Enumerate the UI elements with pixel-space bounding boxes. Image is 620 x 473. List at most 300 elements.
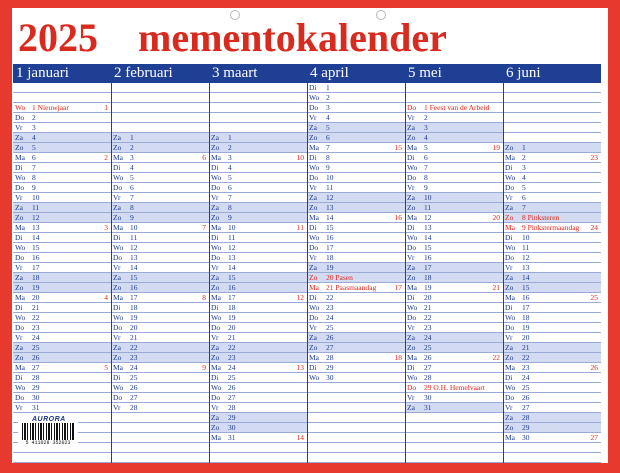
weekday-label: Di bbox=[505, 373, 513, 382]
day-number: 26 bbox=[522, 393, 530, 402]
day-row bbox=[111, 283, 209, 293]
day-number: 31 bbox=[32, 403, 40, 412]
weekday-label: Ma bbox=[211, 363, 221, 372]
weekday-label: Vr bbox=[505, 193, 513, 202]
day-row bbox=[405, 163, 503, 173]
day-number: 14 bbox=[228, 263, 236, 272]
day-row bbox=[405, 323, 503, 333]
empty-row bbox=[209, 443, 307, 453]
day-number: 6 bbox=[326, 133, 330, 142]
day-number: 25 bbox=[326, 323, 334, 332]
day-row bbox=[503, 423, 601, 433]
day-number-holiday: 20 Pasen bbox=[326, 273, 353, 282]
day-row bbox=[111, 223, 209, 233]
day-row bbox=[307, 353, 405, 363]
day-row bbox=[307, 103, 405, 113]
week-number: 4 bbox=[104, 293, 108, 302]
column-divider bbox=[503, 83, 504, 463]
day-row bbox=[111, 293, 209, 303]
weekday-label: Za bbox=[407, 333, 415, 342]
weekday-label: Di bbox=[309, 223, 317, 232]
week-number: 23 bbox=[590, 153, 598, 162]
weekday-label: Za bbox=[113, 133, 121, 142]
column-divider bbox=[405, 83, 406, 463]
empty-row bbox=[307, 383, 405, 393]
weekday-label: Vr bbox=[407, 113, 415, 122]
day-number: 30 bbox=[424, 393, 432, 402]
weekday-label: Zo bbox=[505, 353, 514, 362]
weekday-label: Zo bbox=[407, 273, 416, 282]
barcode bbox=[18, 422, 78, 448]
weekday-label: Di bbox=[211, 163, 219, 172]
day-row bbox=[13, 273, 111, 283]
empty-row bbox=[209, 103, 307, 113]
weekday-label: Za bbox=[407, 123, 415, 132]
day-number: 25 bbox=[522, 383, 530, 392]
day-number-holiday: 9 Pinkstermaandag bbox=[522, 223, 580, 232]
day-row bbox=[503, 153, 601, 163]
weekday-label: Ma bbox=[15, 293, 25, 302]
day-number-holiday: 29 O.H. Hemelvaart bbox=[424, 383, 485, 392]
day-number: 26 bbox=[32, 353, 40, 362]
day-row bbox=[209, 223, 307, 233]
day-number: 8 bbox=[326, 153, 330, 162]
weekday-label: Zo bbox=[211, 213, 220, 222]
day-number: 19 bbox=[326, 263, 334, 272]
weekday-label: Zo bbox=[113, 143, 122, 152]
empty-row bbox=[111, 103, 209, 113]
day-number: 18 bbox=[424, 273, 432, 282]
day-row bbox=[209, 403, 307, 413]
weekday-label: Di bbox=[309, 153, 317, 162]
day-number: 28 bbox=[424, 373, 432, 382]
day-row bbox=[307, 203, 405, 213]
weekday-label: Do bbox=[309, 173, 319, 182]
weekday-label: Vr bbox=[505, 403, 513, 412]
weekday-label: Zo bbox=[309, 133, 318, 142]
weekday-label: Di bbox=[407, 363, 415, 372]
weekday-label: Ma bbox=[309, 353, 319, 362]
day-row bbox=[13, 203, 111, 213]
week-number: 8 bbox=[202, 293, 206, 302]
weekday-label: Wo bbox=[505, 243, 516, 252]
weekday-label: Vr bbox=[505, 263, 513, 272]
day-row bbox=[209, 303, 307, 313]
day-number: 15 bbox=[130, 273, 138, 282]
day-number: 7 bbox=[326, 143, 330, 152]
day-number: 3 bbox=[32, 123, 36, 132]
weekday-label: Za bbox=[505, 203, 513, 212]
day-number: 25 bbox=[130, 373, 138, 382]
day-number: 18 bbox=[130, 303, 138, 312]
day-row bbox=[13, 323, 111, 333]
day-number: 22 bbox=[130, 343, 138, 352]
weekday-label: Ma bbox=[211, 223, 221, 232]
day-number: 16 bbox=[424, 253, 432, 262]
day-number: 13 bbox=[424, 223, 432, 232]
weekday-label: Wo bbox=[113, 173, 124, 182]
weekday-label: Za bbox=[15, 133, 23, 142]
day-number: 14 bbox=[130, 263, 138, 272]
day-row bbox=[405, 403, 503, 413]
day-row bbox=[111, 343, 209, 353]
weekday-label: Wo bbox=[211, 243, 222, 252]
day-number: 3 bbox=[326, 103, 330, 112]
day-number: 6 bbox=[424, 153, 428, 162]
day-row bbox=[111, 213, 209, 223]
weekday-label: Ma bbox=[113, 223, 123, 232]
day-row bbox=[405, 373, 503, 383]
empty-row bbox=[405, 443, 503, 453]
weekday-label: Do bbox=[309, 103, 319, 112]
day-row bbox=[209, 273, 307, 283]
week-number: 18 bbox=[394, 353, 402, 362]
weekday-label: Za bbox=[407, 403, 415, 412]
day-row bbox=[307, 313, 405, 323]
day-number: 30 bbox=[228, 423, 236, 432]
day-row bbox=[209, 313, 307, 323]
week-number: 10 bbox=[296, 153, 304, 162]
day-row bbox=[13, 353, 111, 363]
weekday-label: Wo bbox=[309, 373, 320, 382]
day-row bbox=[209, 243, 307, 253]
day-row bbox=[13, 123, 111, 133]
weekday-label: Zo bbox=[407, 343, 416, 352]
weekday-label: Vr bbox=[505, 333, 513, 342]
day-row bbox=[13, 343, 111, 353]
weekday-label: Do bbox=[309, 313, 319, 322]
day-number: 5 bbox=[326, 123, 330, 132]
column-divider bbox=[111, 83, 112, 463]
day-row bbox=[111, 163, 209, 173]
day-row bbox=[209, 343, 307, 353]
day-number: 14 bbox=[326, 213, 334, 222]
day-row bbox=[307, 373, 405, 383]
empty-row bbox=[111, 113, 209, 123]
day-number: 7 bbox=[522, 203, 526, 212]
weekday-label: Ma bbox=[113, 363, 123, 372]
day-row bbox=[111, 383, 209, 393]
day-row bbox=[209, 173, 307, 183]
day-number: 19 bbox=[424, 283, 432, 292]
day-number: 10 bbox=[522, 233, 530, 242]
empty-row bbox=[503, 123, 601, 133]
week-number: 17 bbox=[394, 283, 402, 292]
day-row bbox=[503, 363, 601, 373]
empty-row bbox=[307, 423, 405, 433]
weekday-label: Zo bbox=[211, 353, 220, 362]
empty-row bbox=[111, 433, 209, 443]
empty-row bbox=[307, 443, 405, 453]
weekday-label: Ma bbox=[505, 293, 515, 302]
weekday-label: Za bbox=[211, 413, 219, 422]
day-row bbox=[503, 403, 601, 413]
day-number: 24 bbox=[32, 333, 40, 342]
weekday-label: Vr bbox=[309, 183, 317, 192]
day-number: 31 bbox=[424, 403, 432, 412]
week-number: 9 bbox=[202, 363, 206, 372]
month-header: 4 april bbox=[307, 64, 405, 83]
weekday-label: Za bbox=[407, 193, 415, 202]
day-number: 7 bbox=[424, 163, 428, 172]
day-row bbox=[503, 263, 601, 273]
day-number: 25 bbox=[228, 373, 236, 382]
month-header: 1 januari bbox=[13, 64, 111, 83]
weekday-label: Ma bbox=[211, 293, 221, 302]
day-row bbox=[209, 163, 307, 173]
day-number: 29 bbox=[326, 363, 334, 372]
week-number: 19 bbox=[492, 143, 500, 152]
weekday-label: Vr bbox=[211, 263, 219, 272]
week-number: 12 bbox=[296, 293, 304, 302]
day-number: 24 bbox=[130, 363, 138, 372]
day-number: 8 bbox=[424, 173, 428, 182]
weekday-label: Ma bbox=[505, 433, 515, 442]
day-number: 7 bbox=[32, 163, 36, 172]
day-row bbox=[405, 183, 503, 193]
day-number: 23 bbox=[326, 303, 334, 312]
day-number: 12 bbox=[424, 213, 432, 222]
day-row bbox=[503, 163, 601, 173]
day-row bbox=[405, 233, 503, 243]
day-number: 7 bbox=[130, 193, 134, 202]
day-number: 13 bbox=[522, 263, 530, 272]
day-row bbox=[209, 383, 307, 393]
day-row bbox=[307, 213, 405, 223]
weekday-label: Do bbox=[15, 323, 25, 332]
week-number: 15 bbox=[394, 143, 402, 152]
week-number: 27 bbox=[590, 433, 598, 442]
weekday-label: Za bbox=[113, 343, 121, 352]
day-row bbox=[405, 283, 503, 293]
day-number: 10 bbox=[228, 223, 236, 232]
day-number: 9 bbox=[32, 183, 36, 192]
day-row bbox=[307, 143, 405, 153]
day-row bbox=[13, 303, 111, 313]
weekday-label: Do bbox=[113, 183, 123, 192]
weekday-label: Zo bbox=[505, 283, 514, 292]
day-number: 17 bbox=[228, 293, 236, 302]
day-row bbox=[503, 393, 601, 403]
day-number: 17 bbox=[424, 263, 432, 272]
day-row bbox=[503, 413, 601, 423]
month-header: 5 mei bbox=[405, 64, 503, 83]
day-row bbox=[209, 193, 307, 203]
weekday-label: Zo bbox=[505, 213, 514, 222]
empty-row bbox=[307, 393, 405, 403]
weekday-label: Wo bbox=[309, 233, 320, 242]
weekday-label: Wo bbox=[407, 373, 418, 382]
day-row bbox=[13, 183, 111, 193]
empty-row bbox=[13, 453, 111, 463]
day-number: 4 bbox=[32, 133, 36, 142]
empty-row bbox=[111, 423, 209, 433]
day-number: 20 bbox=[424, 293, 432, 302]
day-number: 15 bbox=[326, 223, 334, 232]
day-number: 3 bbox=[424, 123, 428, 132]
day-row bbox=[307, 323, 405, 333]
day-number: 27 bbox=[522, 403, 530, 412]
day-row bbox=[503, 373, 601, 383]
day-number: 5 bbox=[32, 143, 36, 152]
day-row bbox=[405, 193, 503, 203]
weekday-label: Za bbox=[211, 203, 219, 212]
day-number: 18 bbox=[522, 313, 530, 322]
weekday-label: Ma bbox=[309, 143, 319, 152]
weekday-label: Di bbox=[309, 293, 317, 302]
day-number: 8 bbox=[228, 203, 232, 212]
day-number: 6 bbox=[228, 183, 232, 192]
day-number: 19 bbox=[32, 283, 40, 292]
day-number: 25 bbox=[32, 343, 40, 352]
day-row bbox=[209, 323, 307, 333]
day-number: 28 bbox=[228, 403, 236, 412]
week-number: 13 bbox=[296, 363, 304, 372]
day-row bbox=[13, 313, 111, 323]
day-row bbox=[307, 293, 405, 303]
day-number: 5 bbox=[228, 173, 232, 182]
week-number: 20 bbox=[492, 213, 500, 222]
weekday-label: Do bbox=[505, 323, 515, 332]
weekday-label: Zo bbox=[113, 213, 122, 222]
empty-row bbox=[503, 443, 601, 453]
weekday-label: Do bbox=[211, 253, 221, 262]
weekday-label: Do bbox=[113, 393, 123, 402]
weekday-label: Ma bbox=[309, 213, 319, 222]
empty-row bbox=[209, 123, 307, 133]
day-row bbox=[13, 153, 111, 163]
day-number: 24 bbox=[522, 373, 530, 382]
day-row bbox=[307, 183, 405, 193]
day-row bbox=[405, 383, 503, 393]
weekday-label: Vr bbox=[309, 113, 317, 122]
week-number: 14 bbox=[296, 433, 304, 442]
day-number: 10 bbox=[32, 193, 40, 202]
day-number: 12 bbox=[522, 253, 530, 262]
day-row bbox=[307, 193, 405, 203]
day-row bbox=[111, 303, 209, 313]
day-number: 4 bbox=[326, 113, 330, 122]
day-row bbox=[503, 313, 601, 323]
weekday-label: Di bbox=[309, 363, 317, 372]
day-number: 6 bbox=[522, 193, 526, 202]
day-number: 3 bbox=[228, 153, 232, 162]
day-number: 4 bbox=[424, 133, 428, 142]
day-row bbox=[13, 403, 111, 413]
week-number: 24 bbox=[590, 223, 598, 232]
day-number: 9 bbox=[130, 213, 134, 222]
weekday-label: Zo bbox=[211, 283, 220, 292]
day-row bbox=[111, 353, 209, 363]
weekday-label: Za bbox=[113, 203, 121, 212]
weekday-label: Do bbox=[407, 103, 417, 112]
day-number: 7 bbox=[228, 193, 232, 202]
empty-row bbox=[503, 83, 601, 93]
day-row bbox=[13, 163, 111, 173]
weekday-label: Di bbox=[211, 303, 219, 312]
weekday-label: Wo bbox=[211, 383, 222, 392]
weekday-label: Vr bbox=[15, 403, 23, 412]
weekday-label: Di bbox=[211, 373, 219, 382]
day-number: 22 bbox=[326, 293, 334, 302]
weekday-label: Do bbox=[113, 323, 123, 332]
day-number: 20 bbox=[228, 323, 236, 332]
weekday-label: Di bbox=[15, 163, 23, 172]
weekday-label: Di bbox=[113, 233, 121, 242]
empty-row bbox=[13, 93, 111, 103]
day-number: 28 bbox=[326, 353, 334, 362]
brand-logo: AURORA bbox=[32, 416, 66, 423]
weekday-label: Za bbox=[309, 333, 317, 342]
empty-row bbox=[503, 103, 601, 113]
day-row bbox=[209, 233, 307, 243]
day-number: 19 bbox=[130, 313, 138, 322]
day-row bbox=[111, 143, 209, 153]
weekday-label: Za bbox=[505, 273, 513, 282]
empty-row bbox=[503, 133, 601, 143]
day-number: 13 bbox=[32, 223, 40, 232]
day-number: 23 bbox=[32, 323, 40, 332]
day-number: 21 bbox=[522, 343, 530, 352]
day-row bbox=[503, 343, 601, 353]
weekday-label: Ma bbox=[15, 363, 25, 372]
weekday-label: Zo bbox=[309, 273, 318, 282]
week-number: 6 bbox=[202, 153, 206, 162]
day-row bbox=[209, 253, 307, 263]
day-row bbox=[307, 283, 405, 293]
day-number: 16 bbox=[522, 293, 530, 302]
day-number: 8 bbox=[130, 203, 134, 212]
weekday-label: Vr bbox=[211, 403, 219, 412]
weekday-label: Za bbox=[15, 273, 23, 282]
day-number: 26 bbox=[228, 383, 236, 392]
weekday-label: Do bbox=[309, 243, 319, 252]
weekday-label: Do bbox=[15, 253, 25, 262]
weekday-label: Zo bbox=[15, 353, 24, 362]
day-row bbox=[307, 273, 405, 283]
day-row bbox=[13, 103, 111, 113]
weekday-label: Zo bbox=[15, 213, 24, 222]
day-number: 21 bbox=[228, 333, 236, 342]
weekday-label: Di bbox=[505, 303, 513, 312]
day-number: 31 bbox=[228, 433, 236, 442]
day-row bbox=[111, 203, 209, 213]
empty-row bbox=[307, 433, 405, 443]
weekday-label: Di bbox=[211, 233, 219, 242]
day-number: 12 bbox=[326, 193, 334, 202]
day-row bbox=[503, 233, 601, 243]
day-row bbox=[209, 353, 307, 363]
day-number: 6 bbox=[130, 183, 134, 192]
day-number: 18 bbox=[32, 273, 40, 282]
empty-row bbox=[503, 453, 601, 463]
weekday-label: Do bbox=[407, 383, 417, 392]
day-number: 11 bbox=[424, 203, 432, 212]
weekday-label: Vr bbox=[113, 263, 121, 272]
day-row bbox=[503, 383, 601, 393]
day-row bbox=[307, 133, 405, 143]
day-number: 27 bbox=[32, 363, 40, 372]
weekday-label: Vr bbox=[15, 193, 23, 202]
day-row bbox=[503, 213, 601, 223]
week-number: 21 bbox=[492, 283, 500, 292]
day-number: 22 bbox=[228, 343, 236, 352]
weekday-label: Do bbox=[505, 183, 515, 192]
day-row bbox=[111, 253, 209, 263]
weekday-label: Ma bbox=[15, 223, 25, 232]
day-number: 3 bbox=[130, 153, 134, 162]
day-number: 27 bbox=[228, 393, 236, 402]
